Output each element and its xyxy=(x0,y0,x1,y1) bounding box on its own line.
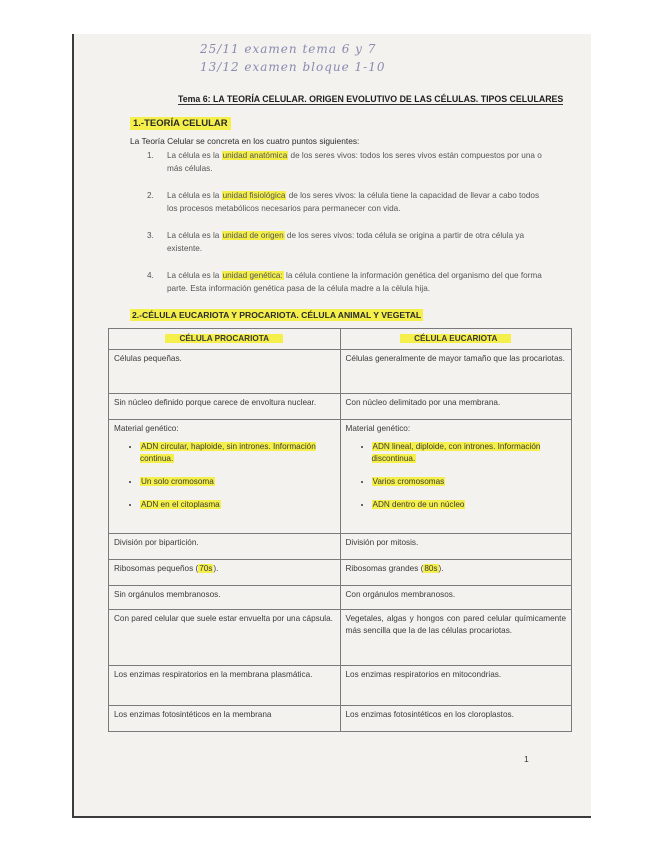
cell-r2-prok: Sin núcleo definido porque carece de envoltura nuclear. xyxy=(109,394,341,420)
cell-r2-euk: Con núcleo delimitado por una membrana. xyxy=(340,394,572,420)
cell-r7-euk: Vegetales, algas y hongos con pared celular químicamente más sencilla que la de las células procariotas. xyxy=(340,610,572,666)
document-title: Tema 6: LA TEORÍA CELULAR. ORIGEN EVOLUTIVO DE LAS CÉLULAS. TIPOS CELULARES xyxy=(178,94,564,104)
cell-r3-prok xyxy=(109,420,341,534)
cell-r8-euk: Los enzimas respiratorios en mitocondrias. xyxy=(340,666,572,706)
genetic-material-label: Material genético: xyxy=(345,424,411,433)
header-prokaryote: CÉLULA PROCARIOTA xyxy=(109,329,341,350)
list-item: • Varios cromosomas xyxy=(372,476,567,488)
cell-r6-prok: Sin orgánulos membranosos. xyxy=(109,586,341,610)
theory-point-1: 1. La célula es la unidad anatómica de los seres vivos: todos los seres vivos están compuestos por una o más células. xyxy=(147,151,542,173)
list-item: • ADN dentro de un núcleo xyxy=(372,499,567,511)
cell-r9-euk: Los enzimas fotosintéticos en los cloroplastos. xyxy=(340,706,572,732)
cell-r5-euk: Ribosomas grandes (80s). xyxy=(340,560,572,586)
list-item: • ADN lineal, diploide, con intrones. Información discontinua. xyxy=(372,441,567,465)
cell-r3-euk xyxy=(340,420,572,534)
cell-r9-prok: Los enzimas fotosintéticos en la membrana xyxy=(109,706,341,732)
cell-r4-euk: División por mitosis. xyxy=(340,534,572,560)
header-eukaryote: CÉLULA EUCARIOTA xyxy=(340,329,572,350)
cell-r1-euk: Células generalmente de mayor tamaño que las procariotas. xyxy=(340,350,572,394)
theory-point-2: 2. La célula es la unidad fisiológica de los seres vivos: la célula tiene la capacidad de llevar a cabo todos los procesos metabólicos necesarios para permanecer con vida. xyxy=(147,191,540,213)
cell-r5-prok: Ribosomas pequeños (70s). xyxy=(109,560,341,586)
list-item: • ADN en el citoplasma xyxy=(140,499,335,511)
cell-comparison-table xyxy=(108,328,572,732)
section1-heading: 1.-TEORÍA CELULAR xyxy=(130,118,231,129)
theory-point-3: 3. La célula es la unidad de origen de los seres vivos: toda célula se origina a partir de otra célula ya existente. xyxy=(147,231,525,253)
handwritten-note-2: 13/12 examen bloque 1-10 xyxy=(200,60,386,74)
cell-r1-prok: Células pequeñas. xyxy=(109,350,341,394)
cell-r7-prok: Con pared celular que suele estar envuelta por una cápsula. xyxy=(109,610,341,666)
section1-intro: La Teoría Celular se concreta en los cuatro puntos siguientes: xyxy=(130,136,360,146)
page-number: 1 xyxy=(524,754,529,764)
handwritten-note-1: 25/11 examen tema 6 y 7 xyxy=(200,42,377,56)
cell-r8-prok: Los enzimas respiratorios en la membrana plasmática. xyxy=(109,666,341,706)
cell-r4-prok: División por bipartición. xyxy=(109,534,341,560)
theory-point-4: 4. La célula es la unidad genética: la célula contiene la información genética del organismo del que forma parte. Esta información genética pasa de la célula madre a la célula hija. xyxy=(147,271,542,293)
section2-heading: 2.-CÉLULA EUCARIOTA Y PROCARIOTA. CÉLULA ANIMAL Y VEGETAL xyxy=(132,310,422,320)
cell-r6-euk: Con orgánulos membranosos. xyxy=(340,586,572,610)
genetic-material-label: Material genético: xyxy=(114,424,179,433)
list-item: • Un solo cromosoma xyxy=(140,476,335,488)
list-item: • ADN circular, haploide, sin intrones. Información continua. xyxy=(140,441,335,465)
